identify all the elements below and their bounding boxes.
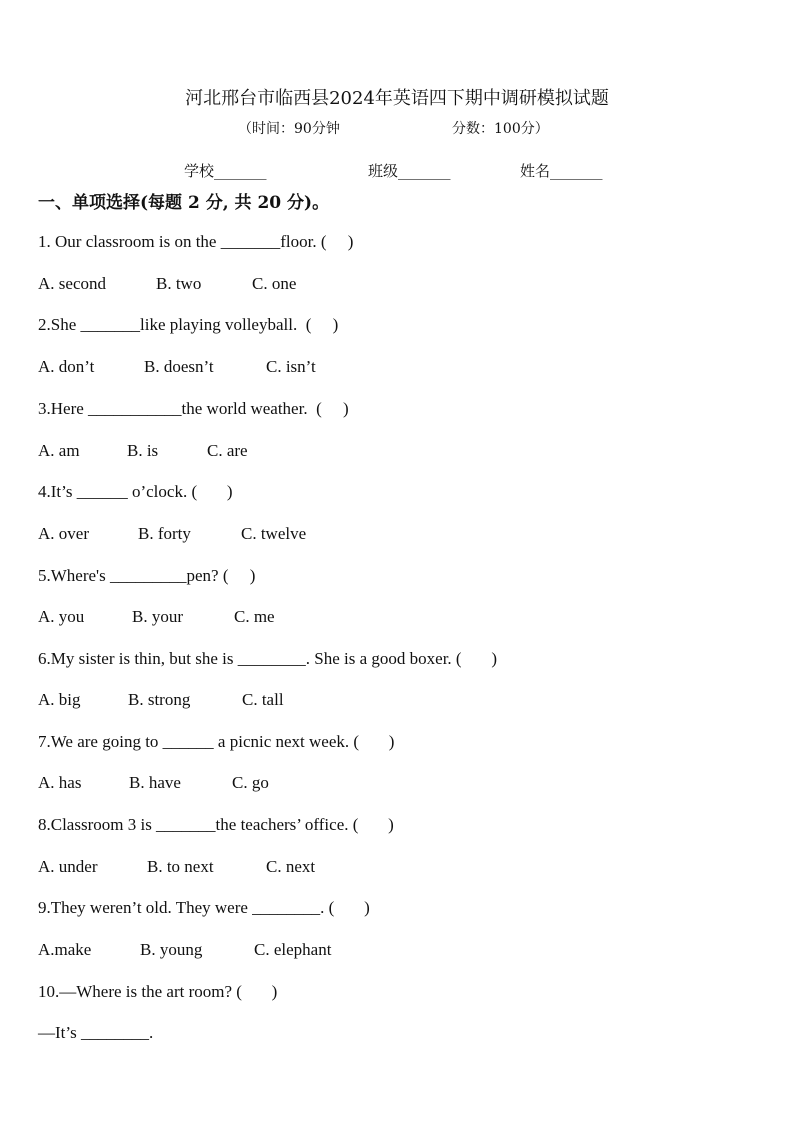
option-c: C. isn’t — [266, 357, 316, 376]
option-b: B. doesn’t — [144, 357, 214, 376]
question-stem: 5.Where's _________pen? ( ) — [38, 566, 256, 585]
option-a: A.make — [38, 940, 92, 959]
option-b: B. to next — [147, 857, 214, 876]
option-b: B. forty — [138, 524, 191, 543]
option-a: A. you — [38, 607, 85, 626]
option-b: B. your — [132, 607, 183, 626]
option-a: A. big — [38, 690, 81, 709]
question-stem: 4.It’s ______ o’clock. ( ) — [38, 482, 233, 501]
option-c: C. twelve — [241, 524, 307, 543]
school-field: 学校_______ — [184, 162, 267, 180]
option-b: B. two — [156, 274, 202, 293]
question-stem: 6.My sister is thin, but she is ________. She is a good boxer. ( ) — [38, 649, 497, 668]
question-stem: 10.—Where is the art room? ( ) — [38, 982, 278, 1001]
option-a: A. under — [38, 857, 98, 876]
question-stem: 2.She _______like playing volleyball. ( ) — [38, 315, 339, 334]
option-b: B. strong — [128, 690, 191, 709]
section-heading: 一、单项选择(每题 2 分, 共 20 分)。 — [38, 193, 330, 213]
class-field: 班级_______ — [368, 162, 451, 180]
option-a: A. second — [38, 274, 106, 293]
exam-time: （时间：90分钟 — [238, 121, 340, 137]
question-stem: 1. Our classroom is on the _______floor. ( ) — [38, 232, 354, 251]
exam-score: 分数：100分） — [452, 121, 549, 137]
option-c: C. one — [252, 274, 297, 293]
option-a: A. don’t — [38, 357, 95, 376]
name-field: 姓名_______ — [520, 162, 603, 180]
option-c: C. me — [234, 607, 275, 626]
option-a: A. am — [38, 441, 80, 460]
option-c: C. go — [232, 773, 269, 792]
question-stem: 9.They weren’t old. They were ________. ( ) — [38, 898, 370, 917]
option-a: A. has — [38, 773, 82, 792]
option-b: B. is — [127, 441, 159, 460]
option-a: A. over — [38, 524, 89, 543]
option-c: C. are — [207, 441, 248, 460]
question-stem: 8.Classroom 3 is _______the teachers’ office. ( ) — [38, 815, 394, 834]
option-c: C. next — [266, 857, 316, 876]
question-stem: 3.Here ___________the world weather. ( ) — [38, 399, 349, 418]
answer-line: —It’s ________. — [38, 1023, 154, 1042]
question-stem: 7.We are going to ______ a picnic next week. ( ) — [38, 732, 395, 751]
exam-title: 河北邢台市临西县2024年英语四下期中调研模拟试题 — [185, 88, 609, 109]
option-b: B. have — [129, 773, 181, 792]
option-c: C. tall — [242, 690, 284, 709]
option-b: B. young — [140, 940, 203, 959]
option-c: C. elephant — [254, 940, 332, 959]
